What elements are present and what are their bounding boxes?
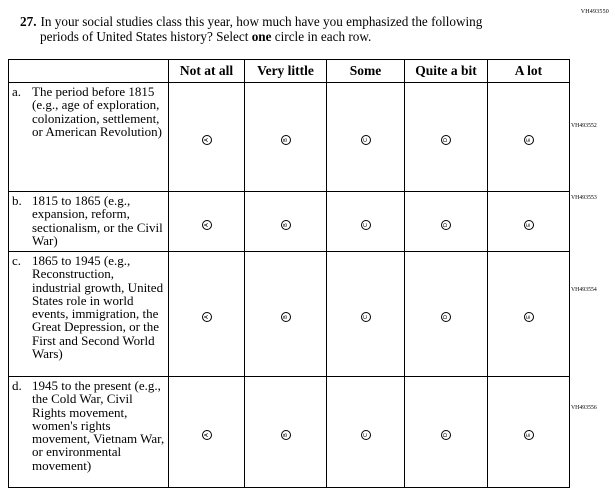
response-bubble-d-d[interactable]: D [441,430,451,440]
response-bubble-d-b[interactable]: B [281,430,291,440]
response-bubble-c-c[interactable]: C [361,312,371,322]
item-code-b: VH493553 [571,195,597,201]
cell-d-a-lot [488,377,570,488]
row-text: 1815 to 1865 (e.g., expansion, reform, sectionalism, or the Civil War) [32,193,163,248]
cell-c-very-little [245,252,327,377]
cell-a-very-little [245,83,327,192]
response-bubble-a-d[interactable]: D [441,135,451,145]
header-a-lot: A lot [488,60,570,83]
row-letter: b. [12,193,22,208]
row-text: The period before 1815 (e.g., age of exploration, colonization, settlement, or American Revolution) [32,84,162,139]
row-label-c [9,252,169,377]
header-some: Some [327,60,405,83]
question-line1: In your social studies class this year, how much have you emphasized the following [40,14,483,29]
table-row [9,377,570,488]
cell-b-not-at-all [169,192,245,252]
item-code-c: VH493554 [571,287,597,293]
cell-b-quite-a-bit [405,192,488,252]
question-number: 27. [20,14,37,29]
cell-b-very-little [245,192,327,252]
cell-d-some [327,377,405,488]
row-text: 1865 to 1945 (e.g., Reconstruction, industrial growth, United States role in world events, immigration, the Great Depression, or the First and Second World Wars) [32,253,164,362]
response-grid [8,59,570,488]
cell-b-a-lot [488,192,570,252]
response-bubble-d-e[interactable]: E [524,430,534,440]
response-bubble-d-c[interactable]: C [361,430,371,440]
header-very-little: Very little [245,60,327,83]
cell-d-not-at-all [169,377,245,488]
cell-c-quite-a-bit [405,252,488,377]
cell-d-very-little [245,377,327,488]
header-blank [9,60,169,83]
cell-a-a-lot [488,83,570,192]
header-quite-a-bit: Quite a bit [405,60,488,83]
table-row [9,252,570,377]
response-bubble-a-e[interactable]: E [524,135,534,145]
header-row [9,60,570,83]
header-not-at-all: Not at all [169,60,245,83]
response-bubble-b-c[interactable]: C [361,220,371,230]
item-code-a: VH493552 [571,123,597,129]
table-row [9,83,570,192]
response-bubble-c-e[interactable]: E [524,312,534,322]
row-letter: a. [12,84,22,99]
response-bubble-b-d[interactable]: D [441,220,451,230]
response-bubble-b-a[interactable]: A [202,220,212,230]
question-line2-end: circle in each row. [271,29,372,44]
row-letter: c. [12,253,22,268]
response-bubble-d-a[interactable]: A [202,430,212,440]
row-label-a [9,83,169,192]
table-row [9,192,570,252]
cell-c-not-at-all [169,252,245,377]
row-label-b [9,192,169,252]
response-bubble-c-a[interactable]: A [202,312,212,322]
row-letter: d. [12,378,22,393]
item-code-d: VH493556 [571,405,597,411]
cell-d-quite-a-bit [405,377,488,488]
cell-c-some [327,252,405,377]
page-item-code: VH493550 [580,9,609,15]
question-line2-start: periods of United States history? Select [40,29,252,44]
row-label-d [9,377,169,488]
cell-a-not-at-all [169,83,245,192]
cell-a-quite-a-bit [405,83,488,192]
response-bubble-b-e[interactable]: E [524,220,534,230]
cell-b-some [327,192,405,252]
response-bubble-a-b[interactable]: B [281,135,291,145]
response-bubble-c-d[interactable]: D [441,312,451,322]
response-bubble-b-b[interactable]: B [281,220,291,230]
cell-c-a-lot [488,252,570,377]
question-emphasis: one [251,29,272,44]
question-prompt [20,14,560,44]
question-line2 [20,29,560,44]
response-bubble-c-b[interactable]: B [281,312,291,322]
response-bubble-a-c[interactable]: C [361,135,371,145]
response-bubble-a-a[interactable]: A [202,135,212,145]
row-text: 1945 to the present (e.g., the Cold War, Civil Rights movement, women's rights movement, Vietnam War, or environmental movement) [32,378,165,473]
cell-a-some [327,83,405,192]
